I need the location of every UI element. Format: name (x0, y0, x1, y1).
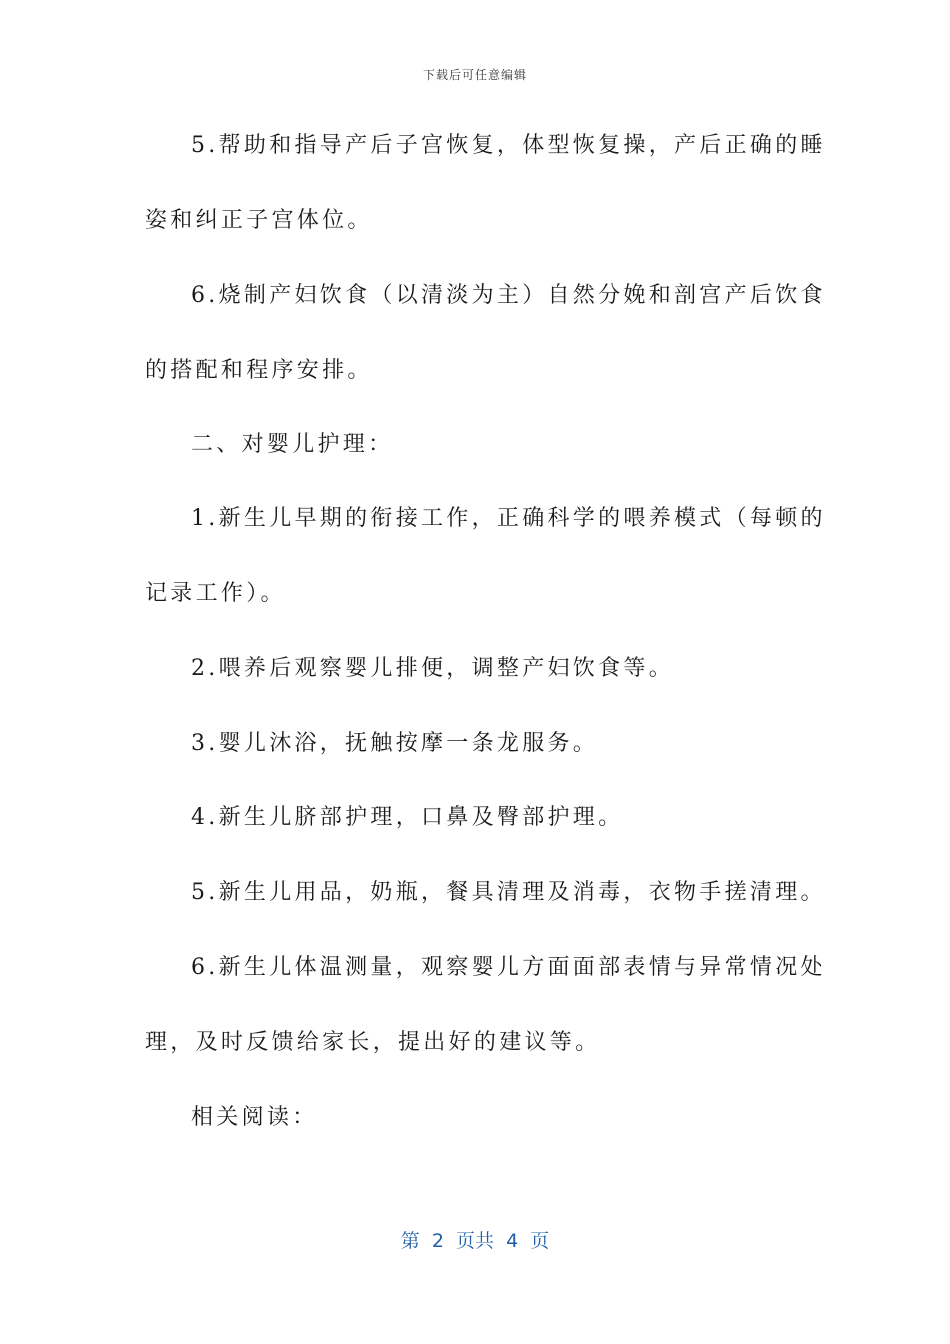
paragraph-line: 5.新生儿用品，奶瓶，餐具清理及消毒，衣物手搓清理。 (191, 880, 826, 905)
paragraph-line: 2.喂养后观察婴儿排便，调整产妇饮食等。 (191, 656, 674, 681)
paragraph-line: 3.婴儿沐浴，抚触按摩一条龙服务。 (191, 731, 599, 756)
paragraph-line: 记录工作）。 (145, 581, 286, 606)
page-number: 第 2 页共 4 页 (400, 1230, 550, 1252)
related-reading-label: 相关阅读： (191, 1105, 318, 1130)
paragraph-line: 姿和纠正子宫体位。 (145, 208, 373, 233)
paragraph-line: 的搭配和程序安排。 (145, 358, 373, 383)
paragraph-line: 4.新生儿脐部护理，口鼻及臀部护理。 (191, 805, 624, 830)
document-body (145, 126, 826, 1138)
paragraph-line: 理，及时反馈给家长，提出好的建议等。 (145, 1030, 601, 1055)
paragraph-line: 1.新生儿早期的衔接工作，正确科学的喂养模式（每顿的 (191, 506, 826, 531)
paragraph-line: 6.烧制产妇饮食（以清淡为主）自然分娩和剖宫产后饮食 (191, 283, 826, 308)
section-heading: 二、对婴儿护理： (191, 432, 394, 457)
header-note: 下载后可任意编辑 (422, 68, 527, 82)
paragraph-line: 6.新生儿体温测量，观察婴儿方面面部表情与异常情况处 (191, 955, 826, 980)
paragraph-line: 5.帮助和指导产后子宫恢复，体型恢复操，产后正确的睡 (191, 133, 826, 158)
